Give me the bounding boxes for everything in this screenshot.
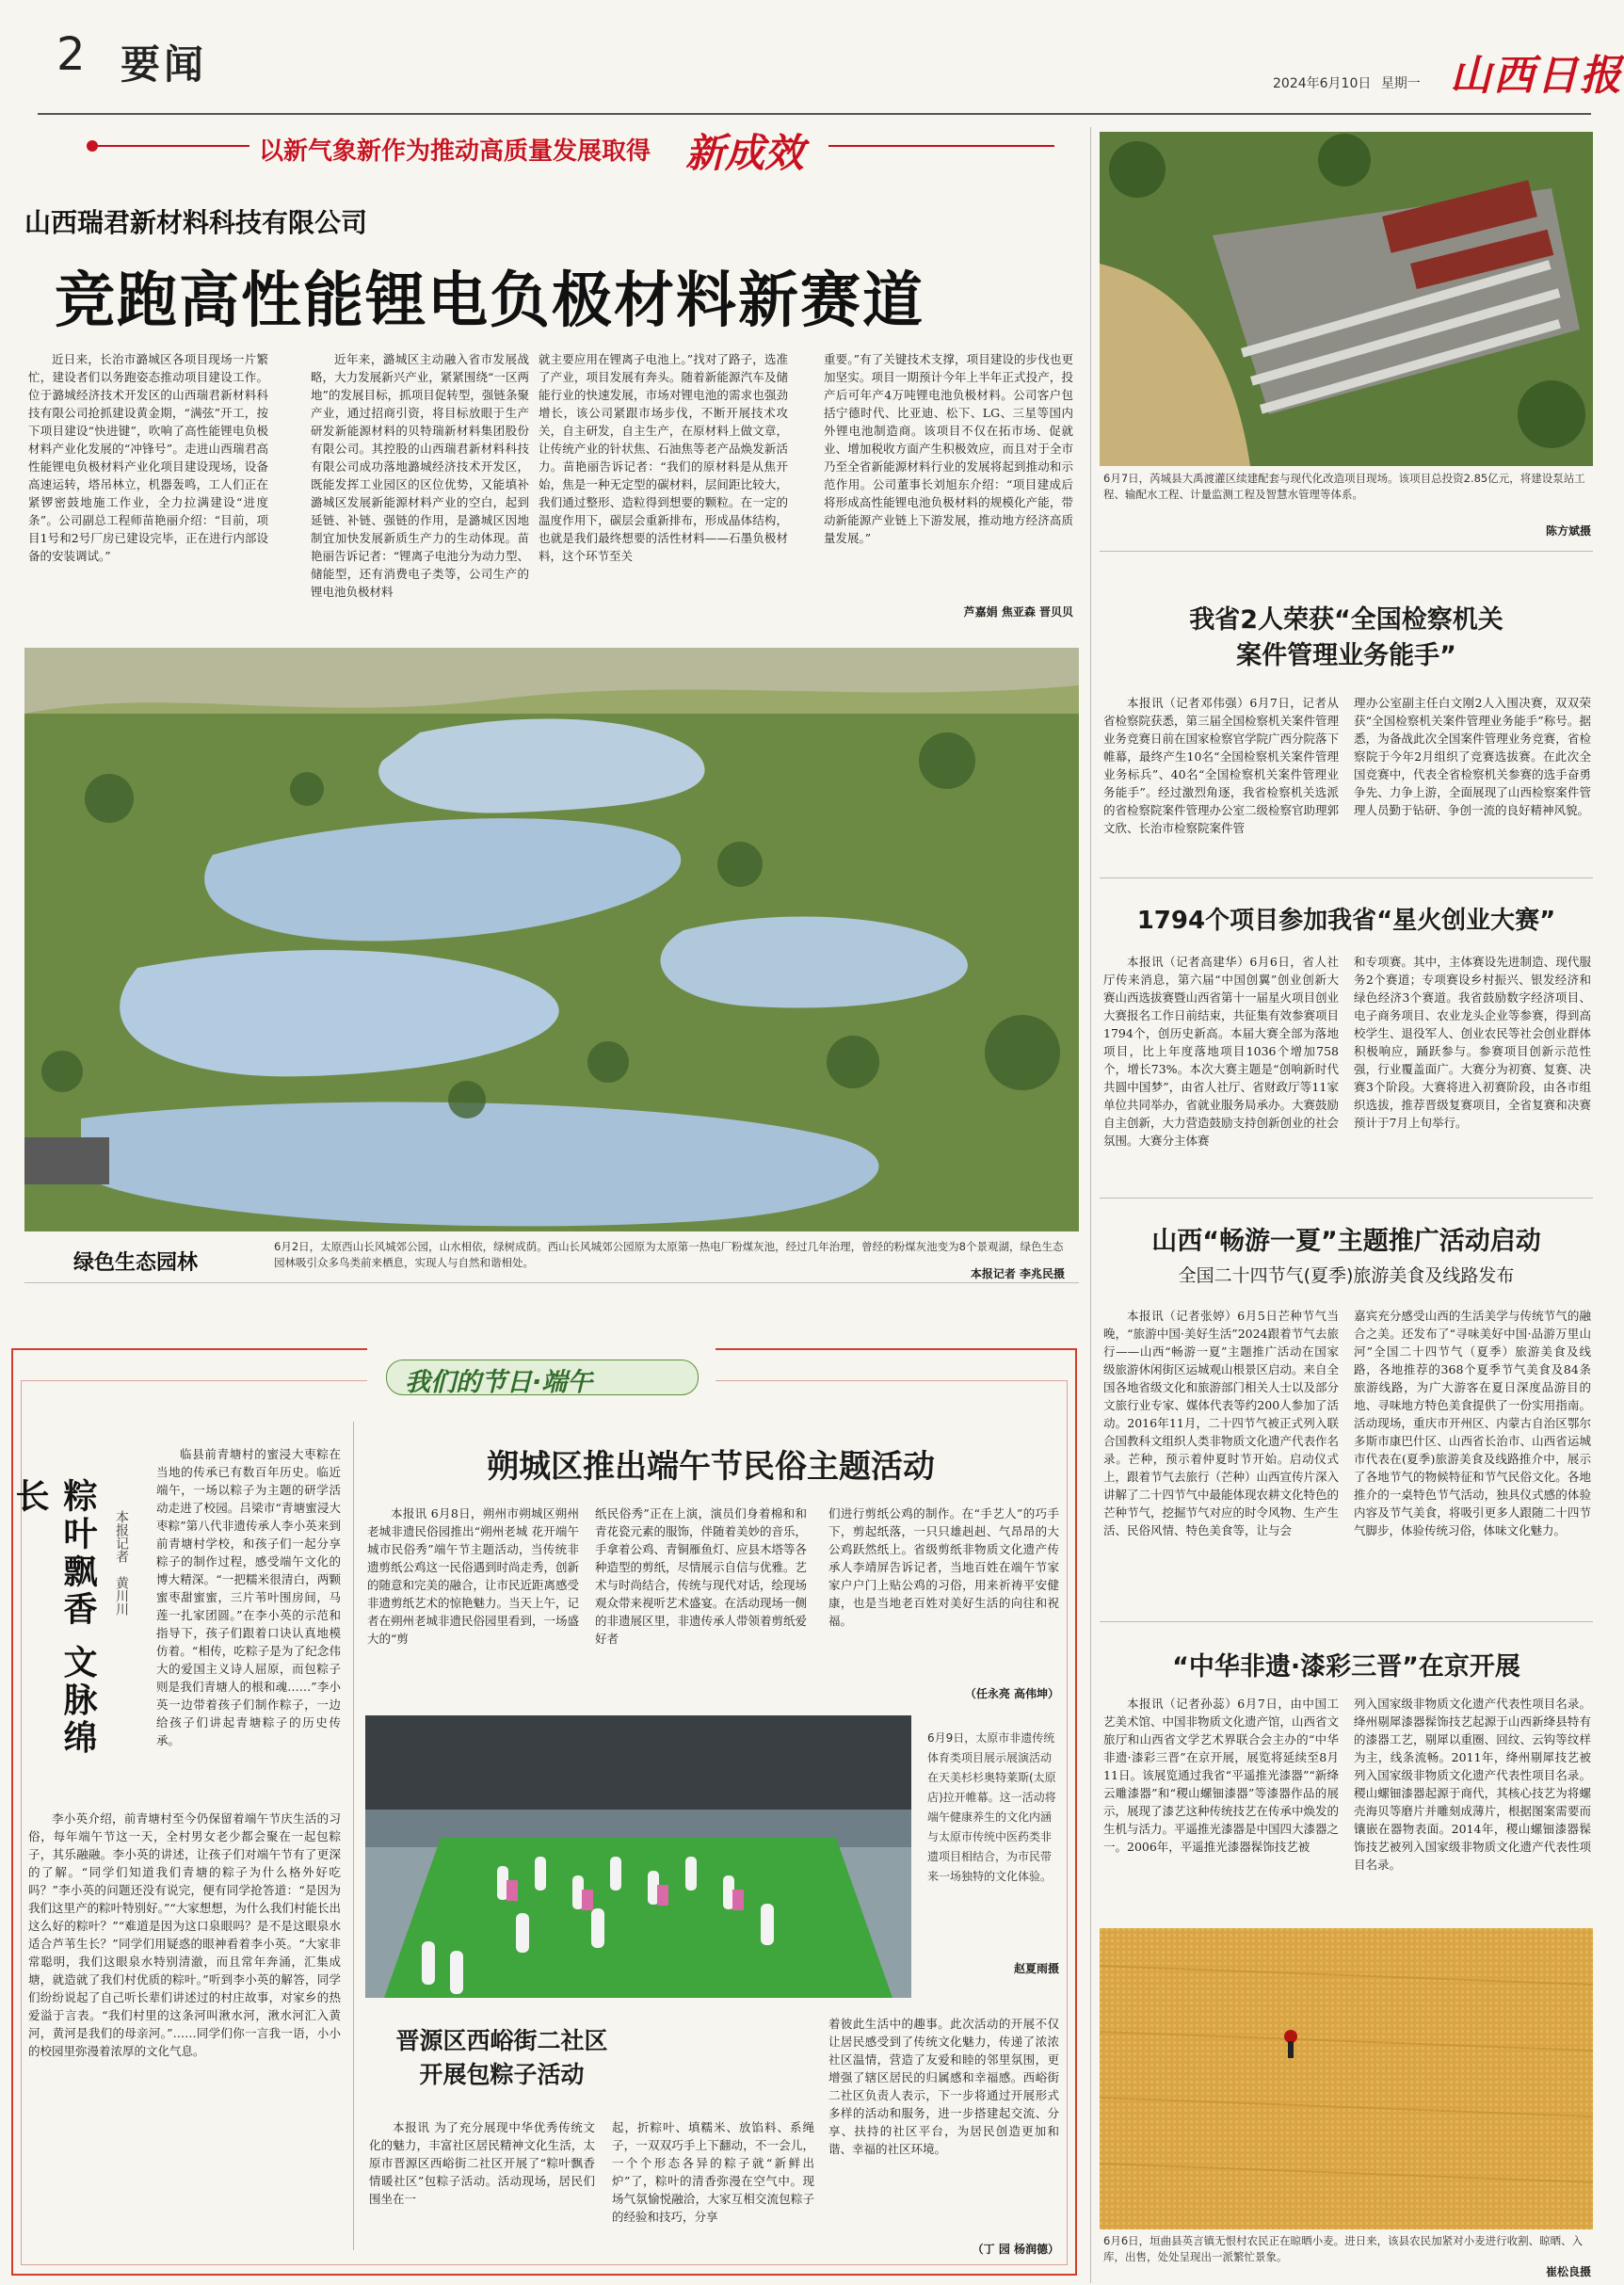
banner-prefix: 以新气象新作为推动高质量发展取得 (259, 137, 651, 166)
newspaper-logo: 山西日报 (1450, 52, 1623, 100)
performance-caption: 6月9日，太原市非遗传统体育类项目展示展演活动在天美杉杉奥特莱斯(太原店)拉开帷幕。这一活动将端午健康养生的文化内涵与太原市传统中医药类非遗项目相结合，为市民带来一场独特的文化体验。 (927, 1731, 1056, 1883)
park-photo-label: 绿色生态园林 (73, 1251, 199, 1275)
lead-col3-text: 就主要应用在锂离子电池上。”找对了路子，选准了产业，项目发展有奔头。随着新能源汽车及储能行业的快速发展，市场对锂电池的需求也强劲增长，该公司紧跟市场步伐，不断开展技术攻关，自主研发，自主生产，在原材料上做文章，让传统产业的针状焦、石油焦等老产品焕发新活力。苗艳丽告诉记者：“我们的原材料是从焦开始，焦是一种无定型的碳材料，层间距比较大，我们通过整形、造粒得到想要的颗粒。在一定的温度作用下，碳层会重新排布，形成晶体结构，也就是我们最终想要的活性材料——石墨负极材料，这个环节至关 (539, 352, 788, 563)
lacquer-body1: 本报讯（记者孙蕊）6月7日，由中国工艺美术馆、中国非物质文化遗产馆，山西省文旅厅和山西省文学艺术界联合会主办的“中华非遗·漆彩三晋”在京开展，展览将延续至8月11日。该展览通过我省“平遥推光漆器”“新绛云雕漆器”和“稷山螺钿漆器”等漆器作品的展示，展现了漆艺这种传统技艺在传承中焕发的生机与活力。平遥推光漆器是中国四大漆器之一。2006年，平遥推光漆器髹饰技艺被 (1103, 1697, 1339, 1854)
tour-title: 山西“畅游一夏”主题推广活动启动 (1151, 1227, 1541, 1256)
festival-header (367, 1337, 716, 1403)
festival-side-col-bottom (28, 1810, 341, 2252)
performance-illustration (365, 1715, 911, 1998)
festival-main-body1: 本报讯 6月8日，朔州市朔城区朔州老城非遗民俗园推出“朔州老城 花开端午 城市民俗秀”端午节主题活动，当传统非遗剪纸公鸡这一民俗遇到时尚走秀，创新的随意和完美的融合，让市民近距离感受非遗剪纸艺术的惊艳魅力。当天上午，记者在朔州老城非遗民俗园里看到，一场盛大的“剪 (367, 1506, 579, 1646)
park-photo-credit: 本报记者 李兆民摄 (970, 1267, 1065, 1280)
lead-column-1 (28, 350, 268, 623)
side-reporter-name: 黄川川 (114, 1576, 129, 1617)
weekday-text: 星期一 (1380, 76, 1421, 91)
banner-rule-left (94, 145, 249, 147)
date-text: 2024年6月10日 (1273, 76, 1372, 91)
tour-col1 (1103, 1307, 1339, 1613)
right-column-divider (1090, 127, 1091, 2283)
procuratorate-title (1100, 603, 1593, 674)
dumpling-body1: 本报讯 为了充分展现中华优秀传统文化的魅力，丰富社区居民精神文化生活，太原市晋源区西峪街二社区开展了“粽叶飘香 情暖社区”包粽子活动。活动现场，居民们围坐在一 (369, 2120, 595, 2206)
banner-bullet-icon (87, 140, 98, 152)
irrigation-illustration (1100, 132, 1593, 466)
procuratorate-title-line2: 案件管理业务能手” (1236, 641, 1456, 670)
lead-column-4 (824, 350, 1073, 604)
dumpling-body3: 着彼此生活中的趣事。此次活动的开展不仅让居民感受到了传统文化魅力，传递了浓浓社区温情，营造了友爱和睦的邻里氛围，更增强了辖区居民的归属感和幸福感。西峪街二社区负责人表示，下一步将通过开展形式多样的活动和服务，进一步搭建起交流、分享、扶持的社区平台，为居民创造更加和谐、幸福的社区环境。 (828, 2017, 1059, 2156)
lacquer-col1 (1103, 1695, 1339, 1904)
rule-r2 (1100, 877, 1593, 878)
dumpling-col2 (612, 2118, 814, 2241)
procuratorate-col1 (1103, 694, 1339, 861)
dumpling-title (365, 2024, 638, 2092)
spark-col2 (1354, 953, 1591, 1186)
rule-r1 (1100, 551, 1593, 552)
lacquer-col2 (1354, 1695, 1591, 1904)
festival-side-reporter (111, 1510, 132, 1698)
wheat-illustration (1100, 1928, 1593, 2229)
festival-header-text: 我们的节日·端午 (405, 1368, 593, 1397)
festival-side-col-top (156, 1445, 341, 1803)
dumpling-credit: （丁 园 杨润德） (972, 2243, 1059, 2256)
festival-main-body3: 们进行剪纸公鸡的制作。在“手艺人”的巧手下，剪起纸落，一只只雄赳赳、气昂昂的大公鸡跃然纸上。省级剪纸非物质文化遗产传承人李靖屏告诉记者，当地百姓在端午节家家户户门上贴公鸡的习俗，用来祈祷平安健康，也是当地老百姓对美好生活的向往和祝福。 (828, 1506, 1059, 1628)
issue-date (1273, 73, 1421, 92)
festival-col-divider (353, 1422, 354, 2250)
tour-col2 (1354, 1307, 1591, 1613)
procuratorate-body2: 理办公室副主任白文刚2人入围决赛，双双荣获“全国检察机关案件管理业务能手”称号。据悉，为备战此次全国案件管理业务竞赛，省检察院于今年2月组织了竞赛选拔赛。在此次全国竞赛中，代表全省检察机关参赛的选手奋勇争先、力争上游，全面展现了山西检察案件管理人员勤于钻研、争创一流的良好精神风貌。 (1354, 696, 1591, 817)
rule-r3 (1100, 1198, 1593, 1199)
procuratorate-body1: 本报讯（记者邓伟强）6月7日，记者从省检察院获悉，第三届全国检察机关案件管理业务竞赛日前在国家检察官学院广西分院落下帷幕，最终产生10名“全国检察机关案件管理业务标兵”、40名“全国检察机关案件管理业务能手”。经过激烈角逐，我省检察机关选派的省检察院案件管理办公室二级检察官助理郭文欣、长治市检察院案件管 (1103, 696, 1339, 835)
festival-side-title: 粽叶飘香 文脉绵长 (10, 1478, 97, 1758)
performance-credit: 赵夏雨摄 (1013, 1962, 1059, 1975)
wheat-photo (1100, 1928, 1593, 2229)
festival-main-col2 (595, 1505, 807, 1702)
side-reporter-label: 本报记者 (114, 1510, 129, 1563)
procuratorate-col2 (1354, 694, 1591, 861)
lead-title: 竞跑高性能锂电负极材料新赛道 (55, 266, 925, 336)
festival-main-title: 朔城区推出端午节民俗主题活动 (487, 1448, 935, 1486)
lead-credit: 芦嘉娟 焦亚森 晋贝贝 (963, 605, 1073, 619)
page-number: 2 (56, 28, 86, 81)
wheat-credit: 崔松良摄 (1545, 2265, 1591, 2278)
lead-col1-text: 近日来，长治市潞城区各项目现场一片繁忙，建设者们以务跑姿态推动项目建设工作。位于潞城经济技术开发区的山西瑞君新材料科技有限公司抢抓建设黄金期，“满弦”开工，按下项目建设“快进键”，吹响了高性能锂电负极材料产业化发展的“冲锋号”。走进山西瑞君高性能锂电负极材料产业化项目建设现场，设备高速运转，塔吊林立，机器轰鸣，工人们正在紧锣密鼓地施工作业，全力拉满建设“进度条”。公司副总工程师苗艳丽介绍：“目前，项目1号和2号厂房已建设完毕，正在进行内部设备的安装调试。” (28, 352, 268, 563)
tour-subtitle: 全国二十四节气(夏季)旅游美食及线路发布 (1178, 1265, 1515, 1286)
park-caption-box (24, 1233, 1079, 1283)
park-photo-caption: 6月2日，太原西山长风城郊公园，山水相依，绿树成荫。西山长风城郊公园原为太原第一热电厂粉煤灰池，经过几年治理，曾经的粉煤灰池变为8个景观湖，绿色生态园林吸引众多鸟类前来栖息，实现人与自然和谐相处。 (274, 1240, 1064, 1269)
masthead (0, 0, 1624, 100)
tour-body2: 嘉宾充分感受山西的生活美学与传统节气的融合之美。还发布了“寻味美好中国·品游万里山河”全国二十四节气（夏季）旅游美食及线路，各地推荐的368个夏季节气美食及84条旅游线路，为广大游客在夏日深度品游目的地、寻味地方特色美食提供了一份实用指南。活动现场，重庆市开州区、内蒙古自治区鄂尔多斯市康巴什区、山西省长治市、山西省运城市代表在(夏季)旅游美食及线路推介中，展示了各地节气的物候特征和节气民俗文化。各地推介的一桌特色节气活动，独具仪式感的体验内容及节气美食，将吸引更多人跟随二十四节气脚步，体验传统习俗，体味文化魅力。 (1354, 1309, 1591, 1537)
irrigation-credit: 陈方斌摄 (1545, 524, 1591, 538)
park-lake-illustration (24, 648, 1079, 1231)
festival-main-col3 (828, 1505, 1059, 1683)
lead-col2-text: 近年来，潞城区主动融入省市发展战略，大力发展新兴产业，紧紧围绕“一区两地”的发展目标，抓项目促转型，强链条聚产业，通过招商引资，将目标放眼于生产研发新能源材料的贝特瑞新材料集团股份有限公司。其控股的山西瑞君新材料科技有限公司成功落地潞城经济技术开发区，既能发挥工业园区的区位优势，又能填补潞城区发展新能源材料产业的空白，起到延链、补链、强链的作用，是潞城区因地制宜加快发展新质生产力的生动体现。苗艳丽告诉记者：“锂离子电池分为动力型、储能型，还有消费电子类等，公司生产的锂电池负极材料 (311, 352, 529, 599)
spark-title: 1794个项目参加我省“星火创业大赛” (1136, 907, 1556, 935)
spark-col1 (1103, 953, 1339, 1186)
banner-rule-right (828, 145, 1054, 147)
festival-main-body2: 纸民俗秀”正在上演，演员们身着棉和和青花瓷元素的服饰，伴随着美妙的音乐，手拿着公鸡、青铜雁鱼灯、应县木塔等各种造型的剪纸，尽情展示自信与优雅。艺术与时尚结合，传统与现代对话，绘现场观众带来视听艺术盛宴。在活动现场一侧的非遗展区里，非遗传承人带领着剪纸爱好者 (595, 1506, 807, 1646)
lead-column-3 (539, 350, 788, 623)
spark-body1: 本报讯（记者高建华）6月6日，省人社厅传来消息，第六届“中国创翼”创业创新大赛山西选拔赛暨山西省第十一届星火项目创业大赛报名工作日前结束，共征集有效参赛项目1794个，创历史新高。本届大赛全部为落地项目，比上年度落地项目1036个增加758个，增长73%。本次大赛主题是“创响新时代 共圆中国梦”，由省人社厅、省财政厅等11家单位共同举办，省就业服务局承办。大赛鼓励自主创新，大力营造鼓励支持创新创业的社会氛围。大赛分主体赛 (1103, 955, 1339, 1148)
tour-body1: 本报讯（记者张婷）6月5日芒种节气当晚，“旅游中国·美好生活”2024跟着节气去旅行——山西“畅游一夏”主题推广活动在国家级旅游休闲街区运城观山根景区启动。来自全国各地省级文化和旅游部门相关人士以及部分文旅行业专家、媒体代表等约200人参加了活动。2016年11月，二十四节气被正式列入联合国教科文组织人类非物质文化遗产代表作名录。芒种，预示着仲夏时节开始。启动仪式上，跟着节气去旅行（芒种）山西宣传片深入讲解了二十四节气中最能体现农耕文化特色的芒种节气，挖掘节气对应的时令风物、生产生活、民俗风情、特色美食等，让与会 (1103, 1309, 1339, 1537)
performance-photo (365, 1715, 911, 1998)
dumpling-col3 (828, 2015, 1059, 2236)
banner (38, 121, 1092, 176)
dumpling-title-line1: 晋源区西峪街二社区 (395, 2027, 608, 2054)
rule-r4 (1100, 1621, 1593, 1622)
lead-kicker: 山西瑞君新材料科技有限公司 (24, 207, 368, 238)
masthead-rule (38, 113, 1591, 115)
festival-side-body2: 李小英介绍，前青塘村至今仍保留着端午节庆生活的习俗，每年端午节这一天，全村男女老少都会聚在一起包粽子，其乐融融。李小英的讲述，让孩子们对端午节有了更深的了解。“同学们知道我们青塘的粽子为什么格外好吃吗？”李小英的问题还没有说完，便有同学抢答道：“是因为我们这里产的粽叶特别好。”“大家想想，为什么我们村能长出这么好的粽叶？”“难道是因为这口泉眼吗？是不是这眼泉水适合芦苇生长？”同学们用疑惑的眼神看着李小英。“大家非常聪明，我们这眼泉水特别清澈，而且常年奔涌，汇集成塘，就造就了我们村优质的粽叶。”听到李小英的解答，同学们纷纷说起了自己听长辈们讲述过的村庄故事，对家乡的热爱溢于言表。“我们村里的这条河叫湫水河，湫水河汇入黄河，黄河是我们的母亲河。”……同学们你一言我一语，小小的校园里弥漫着浓厚的文化气息。 (28, 1811, 341, 2058)
banner-highlight: 新成效 (685, 130, 805, 176)
dumpling-body2: 起，折粽叶、填糯米、放馅料、系绳子，一双双巧手上下翻动，不一会儿，一个个形态各异的粽子就“新鲜出炉”了，粽叶的清香弥漫在空气中。现场气氛愉悦融洽，大家互相交流包粽子的经验和技巧，分享 (612, 2120, 814, 2224)
festival-main-credit: （任永亮 高伟坤） (964, 1687, 1059, 1700)
lacquer-title: “中华非遗·漆彩三晋”在京开展 (1172, 1652, 1520, 1682)
lead-column-2 (311, 350, 529, 623)
festival-main-col1 (367, 1505, 579, 1702)
dumpling-title-line2: 开展包粽子活动 (419, 2061, 585, 2088)
wheat-caption: 6月6日，垣曲县英言镇无恨村农民正在晾晒小麦。进日来，该县农民加紧对小麦进行收割、晾晒、入库，出售，处处呈现出一派繁忙景象。 (1103, 2234, 1584, 2263)
festival-side-body1: 临县前青塘村的蜜浸大枣粽在当地的传承已有数百年历史。临近端午，一场以粽子为主题的研学活动走进了校园。吕梁市“青塘蜜浸大枣粽”第八代非遗传承人李小英来到前青塘村学校，和孩子们一起分享粽子的制作过程，感受端午文化的博大精深。“一把糯米很清白，两颗蜜枣甜蜜蜜，三片苇叶围房间，马莲一扎家团圆。”在李小英的示范和指导下，孩子们跟着口诀认真地模仿着。“相传，吃粽子是为了纪念伟大的爱国主义诗人屈原，而包粽子则是我们青塘人的根和魂……”李小英一边带着孩子们制作粽子，一边给孩子们讲起青塘粽子的历史传承。 (156, 1447, 341, 1747)
dumpling-col1 (369, 2118, 595, 2241)
irrigation-caption: 6月7日，芮城县大禹渡灌区续建配套与现代化改造项目现场。该项目总投资2.85亿元，将建设泵站工程、输配水工程、计量监测工程及智慧水管理等体系。 (1103, 472, 1585, 501)
spark-body2: 和专项赛。其中，主体赛设先进制造、现代服务2个赛道；专项赛设乡村振兴、银发经济和绿色经济3个赛道。我省鼓励数字经济项目、电子商务项目、农业龙头企业等参赛，得到高校学生、退役军人、创业农民等社会创业群体积极响应，踊跃参与。参赛项目创新示范性强，行业覆盖面广。大赛分为初赛、复赛、决赛3个阶段。大赛将进入初赛阶段，由各市组织选拔，推荐晋级复赛项目，全省复赛和决赛预计于7月上旬举行。 (1354, 955, 1591, 1130)
lacquer-body2: 列入国家级非物质文化遗产代表性项目名录。绛州剔犀漆器髹饰技艺起源于山西新绛县特有的漆器工艺，剔犀以重圈、回纹、云钩等纹样为主，线条流畅。2011年，绛州剔犀技艺被列入国家级非物质文化遗产代表性项目名录。稷山螺钿漆器起源于商代，其核心技艺为将螺壳海贝等磨片并雕刻成薄片，根据图案需要而镶嵌在器物表面。2014年，稷山螺钿漆器髹饰技艺被列入国家级非物质文化遗产代表性项目名录。 (1354, 1697, 1591, 1872)
lead-col4-text: 重要。”有了关键技术支撑，项目建设的步伐也更加坚实。项目一期预计今年上半年正式投产，投产后可年产4万吨锂电池负极材料。公司客户包括宁德时代、比亚迪、松下、LG、三星等国内外锂电池制造商。该项目不仅在拓市场、促就业、增加税收方面产生积极效应，而且对于全市乃至全省新能源材料行业的发展将起到推动和示范作用。公司董事长刘旭东介绍：“项目建成后将形成高性能锂电池负极材料的规模化产能，带动新能源产业链上下游发展，推动地方经济高质量发展。” (824, 352, 1073, 545)
procuratorate-title-line1: 我省2人荣获“全国检察机关 (1189, 605, 1503, 635)
park-photo (24, 648, 1079, 1231)
section-name: 要闻 (121, 41, 208, 88)
irrigation-photo (1100, 132, 1593, 466)
